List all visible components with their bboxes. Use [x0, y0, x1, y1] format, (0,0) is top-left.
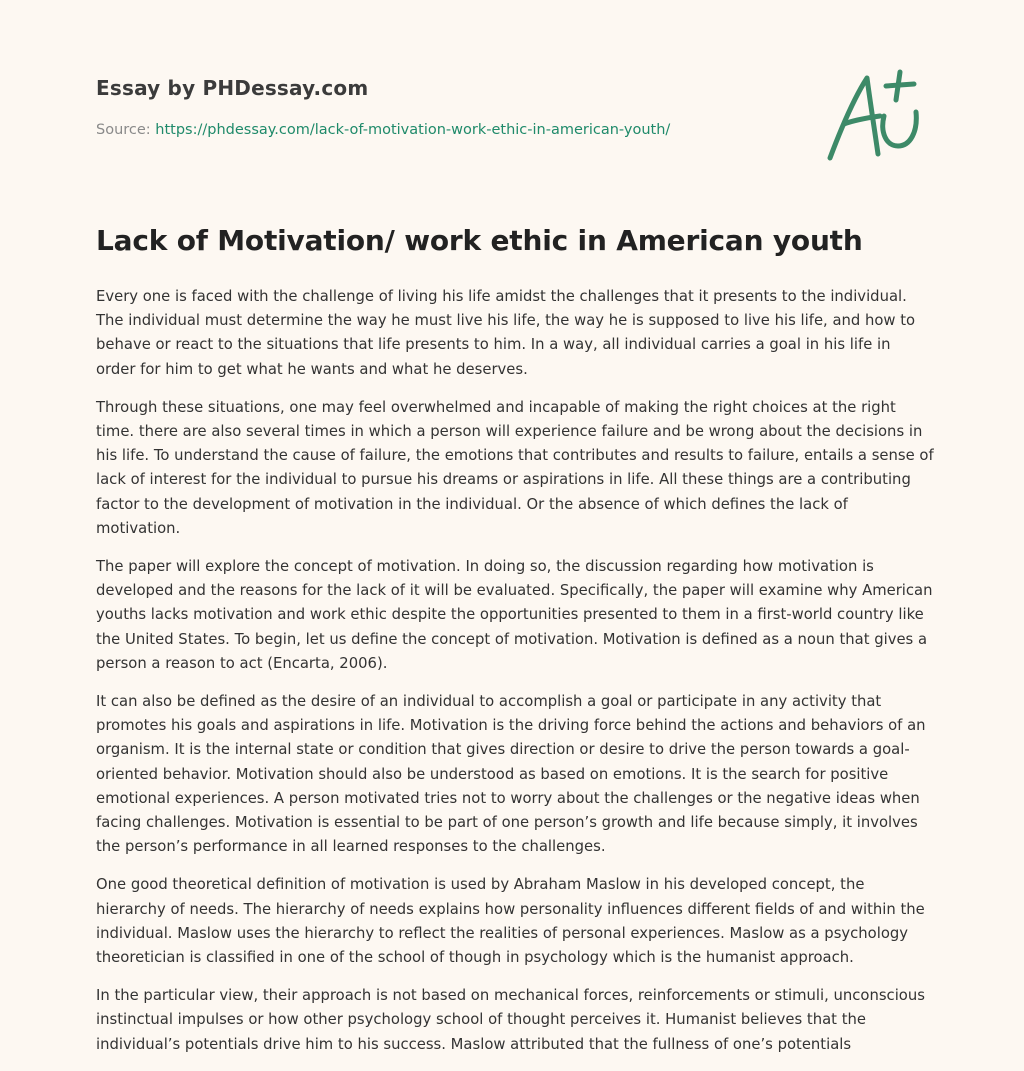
source-label: Source: [96, 122, 156, 138]
site-brand: Essay by PHDessay.com [96, 76, 369, 100]
essay-paragraph: It can also be defined as the desire of an individual to accomplish a goal or participate in any activity that promotes his goals and aspirations in life. Motivation is the driving force behind the actions and behaviors of an organism. It is the internal state or condition that gives direction or desire to drive the person towards a goal-oriented behavior. Motivation should also be understood as based on emotions. It is the search for positive emotional experiences. A person motivated tries not to worry about the challenges or the negative ideas when facing challenges. Motivation is essential to be part of one person’s growth and life because simply, it involves the person’s performance in all learned responses to the challenges. [96, 693, 926, 856]
essay-title: Lack of Motivation/ work ethic in American youth [96, 224, 863, 257]
essay-paragraph: The paper will explore the concept of motivation. In doing so, the discussion regarding how motivation is developed and the reasons for the lack of it will be evaluated. Specifically, the paper will examine why American youths lacks motivation and work ethic despite the opportunities presented to them in a first-world country like the United States. To begin, let us define the concept of motivation. Motivation is defined as a noun that gives a person a reason to act (Encarta, 2006). [96, 558, 933, 672]
essay-body [96, 285, 934, 1071]
essay-paragraph: One good theoretical definition of motivation is used by Abraham Maslow in his developed concept, the hierarchy of needs. The hierarchy of needs explains how personality influences different fields of and within the individual. Maslow uses the hierarchy to reflect the realities of personal experiences. Maslow as a psychology theoretician is classified in one of the school of though in psychology which is the humanist approach. [96, 876, 925, 967]
page-header [96, 76, 796, 138]
source-link[interactable]: https://phdessay.com/lack-of-motivation-work-ethic-in-american-youth/ [155, 122, 671, 138]
essay-paragraph: In the particular view, their approach is not based on mechanical forces, reinforcements or stimuli, unconscious instinctual impulses or how other psychology school of thought perceives it. Humanist believes that the individual’s potentials drive him to his success. Maslow attributed that the fullness of one’s potentials [96, 987, 925, 1053]
essay-paragraph: Through these situations, one may feel overwhelmed and incapable of making the right choices at the right time. there are also several times in which a person will experience failure and be wrong about the decisions in his life. To understand the cause of failure, the emotions that contributes and results to failure, entails a sense of lack of interest for the individual to pursue his dreams or aspirations in life. All these things are a contributing factor to the development of motivation in the individual. Or the absence of which defines the lack of motivation. [96, 398, 934, 537]
source-line [96, 122, 796, 138]
essay-paragraph: Every one is faced with the challenge of living his life amidst the challenges that it presents to the individual. The individual must determine the way he must live his life, the way he is supposed to live his life, and how to behave or react to the situations that life presents to him. In a way, all individual carries a goal in his life in order for him to get what he wants and what he deserves. [96, 288, 916, 378]
a-plus-grade-icon [822, 66, 932, 166]
